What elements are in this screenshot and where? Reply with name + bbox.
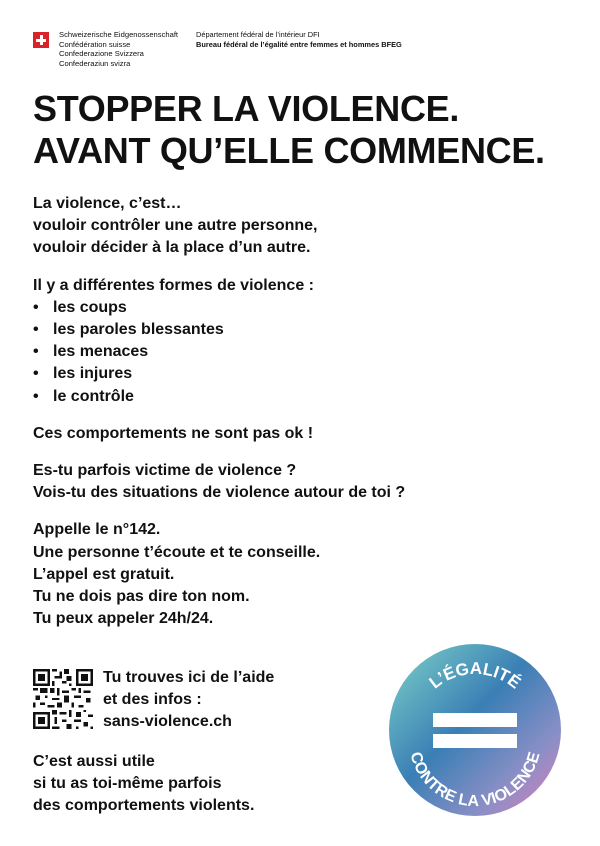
confederation-name-fr: Confédération suisse: [59, 39, 131, 49]
statement-line: Ces comportements ne sont pas ok !: [33, 424, 314, 442]
forms-heading: Il y a différentes formes de violence :: [33, 276, 314, 294]
call-line: L’appel est gratuit.: [33, 565, 175, 583]
badge-bottom-text: CONTRE LA VIOLENCE: [406, 750, 544, 811]
equals-bar-top: [433, 713, 517, 727]
intro-line: vouloir décider à la place d’un autre.: [33, 239, 311, 257]
footer-line: si tu as toi-même parfois: [33, 775, 222, 793]
list-item: • les paroles blessantes: [33, 319, 473, 341]
list-item: • les coups: [33, 297, 473, 319]
confederation-name-rm: Confederaziun svizra: [59, 58, 131, 68]
list-item: • le contrôle: [33, 386, 473, 408]
confederation-name-de: Schweizerische Eidgenossenschaft: [59, 30, 179, 39]
call-line: Tu peux appeler 24h/24.: [33, 610, 214, 628]
equals-bar-bottom: [433, 734, 517, 748]
call-line: Tu ne dois pas dire ton nom.: [33, 588, 250, 606]
call-paragraph: [33, 519, 473, 630]
help-text: [103, 667, 274, 734]
confederation-names: [59, 30, 209, 68]
intro-line: vouloir contrôler une autre personne,: [33, 217, 318, 235]
department-name: Département fédéral de l’intérieur DFI: [196, 30, 320, 39]
swiss-flag-icon: [33, 32, 49, 48]
footer-line: des comportements violents.: [33, 797, 255, 815]
question-line: Vois-tu des situations de violence autour de toi ?: [33, 484, 406, 502]
help-block: [33, 667, 293, 733]
page-title: [33, 88, 545, 172]
call-line: Une personne t’écoute et te conseille.: [33, 543, 321, 561]
intro-line: La violence, c’est…: [33, 195, 182, 212]
question-line: Es-tu parfois victime de violence ?: [33, 462, 297, 480]
confederation-name-it: Confederazione Svizzera: [59, 49, 144, 59]
list-item: • les injures: [33, 363, 473, 385]
call-line: Appelle le n°142.: [33, 521, 161, 539]
title-line-1: STOPPER LA VIOLENCE.: [33, 88, 460, 129]
department-block: [196, 30, 402, 49]
help-line: et des infos :: [103, 691, 202, 709]
title-line-2: AVANT QU’ELLE COMMENCE.: [33, 130, 545, 171]
questions-paragraph: [33, 460, 473, 504]
help-line: Tu trouves ici de l’aide: [103, 669, 275, 686]
intro-paragraph: [33, 193, 473, 260]
violence-forms-list: [33, 297, 473, 408]
website-link[interactable]: sans-violence.ch: [103, 713, 232, 731]
list-item: • les menaces: [33, 341, 473, 363]
footer-paragraph: [33, 751, 254, 818]
main-content: [33, 193, 473, 645]
footer-line: C’est aussi utile: [33, 753, 155, 770]
bureau-name: Bureau fédéral de l’égalité entre femmes et hommes BFEG: [196, 39, 402, 49]
equality-badge-logo: [387, 642, 563, 818]
qr-code-icon[interactable]: [33, 669, 93, 729]
statement: [33, 423, 473, 445]
badge-top-text: L’ÉGALITÉ: [425, 658, 525, 693]
